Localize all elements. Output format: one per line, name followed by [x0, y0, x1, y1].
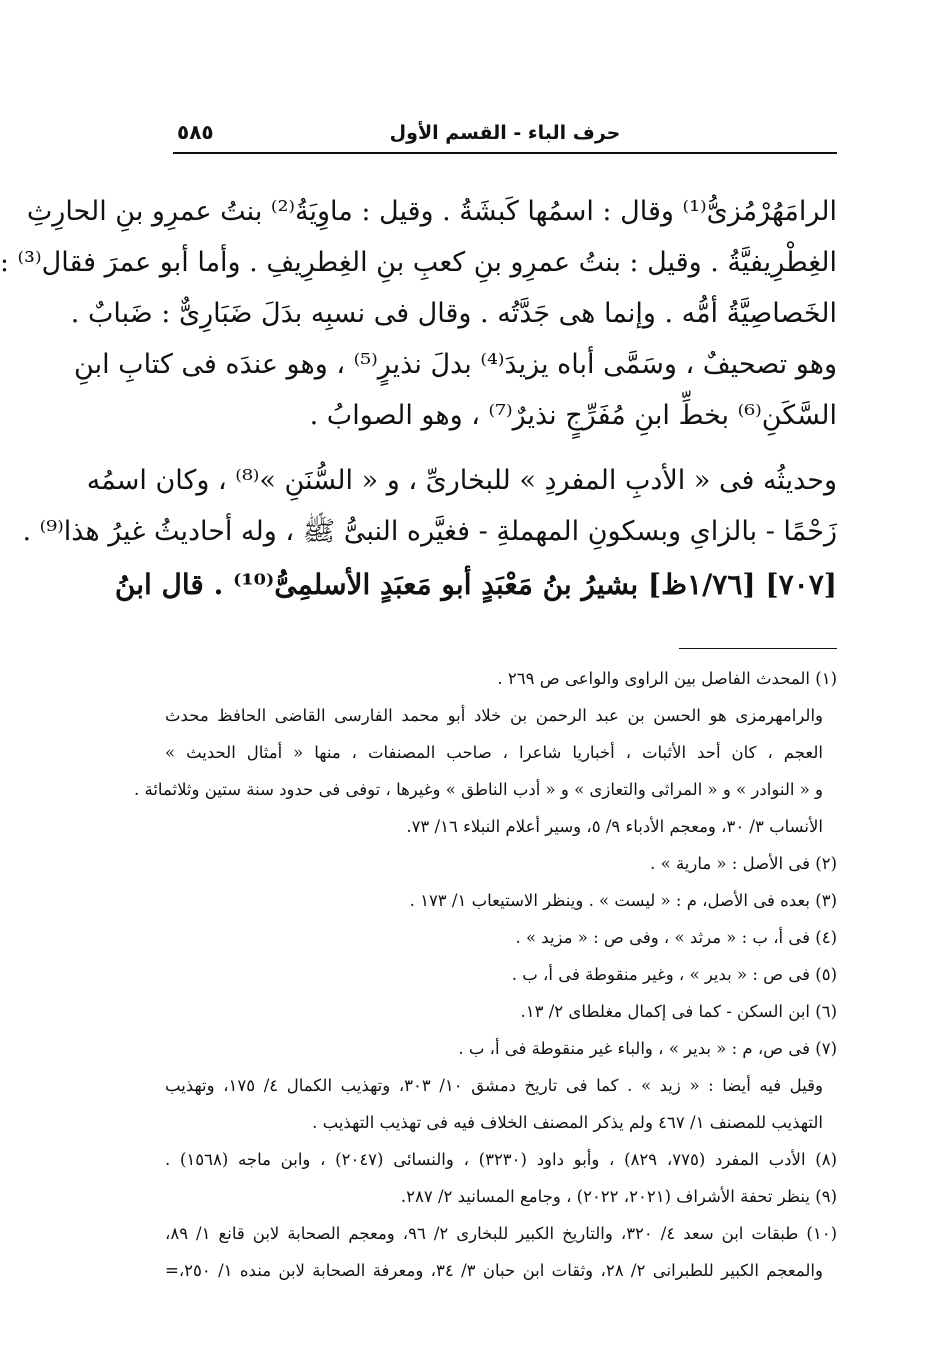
- footnote-line: و « النوادر » و « المراثى والتعازى » و « أدب الناطق » وغيرها ، توفى فى حدود سنة ستين وثلاثمائة .: [133, 780, 823, 799]
- footnote-line: (٣) بعده فى الأصل، م : « ليست » . وينظر الاستيعاب ١/ ١٧٣ .: [409, 891, 837, 910]
- text-line: الغِطْرِيفيَّةُ . وقيل : بنتُ عمرِو بنِ كعبِ بنِ الغِطرِيفِ . وأما أبو عمرَ فقال⁽³⁾ :: [0, 247, 837, 278]
- footnote-line: (٤) فى أ، ب : « مرثد » ، وفى ص : « مزيد » .: [515, 928, 837, 947]
- footnote-line: (١) المحدث الفاصل بين الراوى والواعى ص ٢٦٩ .: [497, 669, 837, 688]
- footnote-line: الأنساب ٣/ ٣٠، ومعجم الأدباء ٩/ ٥، وسير أعلام النبلاء ١٦/ ٧٣.: [406, 817, 823, 836]
- text-line: الخَصاصِيَّةُ أمُّه . وإنما هى جَدَّتُه . وقال فى نسبِه بدَلَ ضَبَارِىٌّ : ضَبابٌ .: [70, 298, 837, 329]
- footnote-line: (١٠) طبقات ابن سعد ٤/ ٣٢٠، والتاريخ الكبير للبخارى ٢/ ٩٦، ومعجم الصحابة لابن قانع ١/ ٨٩،: [165, 1224, 838, 1243]
- footnote-line: (٥) فى ص : « بدير » ، وغير منقوطة فى أ، ب .: [511, 965, 837, 984]
- text-line: الرامَهُرْمُزىُّ⁽¹⁾ وقال : اسمُها كَبشَةُ . وقيل : ماوِيَةُ⁽²⁾ بنتُ عمرِو بنِ الحارِثِ: [26, 196, 837, 227]
- footnote-line: وقيل فيه أيضا : « زيد » . كما فى تاريخ دمشق ١٠/ ٣٠٣، وتهذيب الكمال ٤/ ١٧٥، وتهذيب: [165, 1076, 823, 1095]
- text-line: السَّكَنِ⁽⁶⁾ بخطِّ ابنِ مُفَرِّجٍ نذيرٌ⁽⁷⁾ ، وهو الصوابُ .: [309, 400, 837, 431]
- text-line: زَحْمًا - بالزاىِ وبسكونِ المهملةِ - فغيَّره النبىُّ ﷺ ، وله أحاديثُ غيرُ هذا⁽⁹⁾ .: [22, 516, 837, 547]
- main-text: [0, 186, 837, 613]
- page-number: ٥٨٥: [177, 120, 214, 144]
- footnote-line: العجم ، كان أحد الأثبات ، أخباريا شاعرا ، صاحب المصنفات ، منها « أمثال الحديث »: [165, 743, 823, 762]
- footnote-line: والمعجم الكبير للطبرانى ٢/ ٢٨، وثقات ابن حبان ٣/ ٣٤، ومعرفة الصحابة لابن منده ١/ ٢٥٠،=: [165, 1261, 823, 1280]
- footnote-line: (٢) فى الأصل : « مارية » .: [650, 854, 837, 873]
- running-title: حرف الباء - القسم الأول: [389, 122, 621, 144]
- footnotes: [133, 660, 838, 1289]
- footnote-line: والرامهرمزى هو الحسن بن عبد الرحمن بن خلاد أبو محمد الفارسى القاضى الحافظ محدث: [165, 706, 823, 725]
- entry-heading: [٧٠٧] [١/٧٦ظ] بشيرُ بنُ مَعْبَدٍ أبو مَعبَدٍ الأسلمِىُّ⁽¹⁰⁾ . قال ابنُ: [114, 568, 837, 601]
- footnote-line: التهذيب للمصنف ١/ ٤٦٧ ولم يذكر المصنف الخلاف فيه فى تهذيب التهذيب .: [312, 1113, 823, 1132]
- footnote-line: (٨) الأدب المفرد (٧٧٥، ٨٢٩) ، وأبو داود (٣٢٣٠) ، والنسائى (٢٠٤٧) ، وابن ماجه (١٥٦٨) .: [165, 1150, 837, 1169]
- footnote-separator: [679, 648, 837, 649]
- text-line: وهو تصحيفٌ ، وسَمَّى أباه يزيدَ⁽⁴⁾ بدلَ نذيرٍ⁽⁵⁾ ، وهو عندَه فى كتابِ ابنِ: [74, 349, 837, 380]
- footnote-line: (٧) فى ص، م : « بدير » ، والباء غير منقوطة فى أ، ب .: [458, 1039, 837, 1058]
- footnote-line: (٦) ابن السكن - كما فى إكمال مغلطاى ٢/ ١٣.: [520, 1002, 837, 1021]
- page-header: [173, 112, 837, 154]
- text-line: وحديثُه فى « الأدبِ المفردِ » للبخارىِّ ، و « السُّنَنِ »⁽⁸⁾ ، وكان اسمُه: [86, 465, 837, 496]
- footnote-line: (٩) ينظر تحفة الأشراف (٢٠٢١، ٢٠٢٢) ، وجامع المسانيد ٢/ ٢٨٧.: [400, 1187, 837, 1206]
